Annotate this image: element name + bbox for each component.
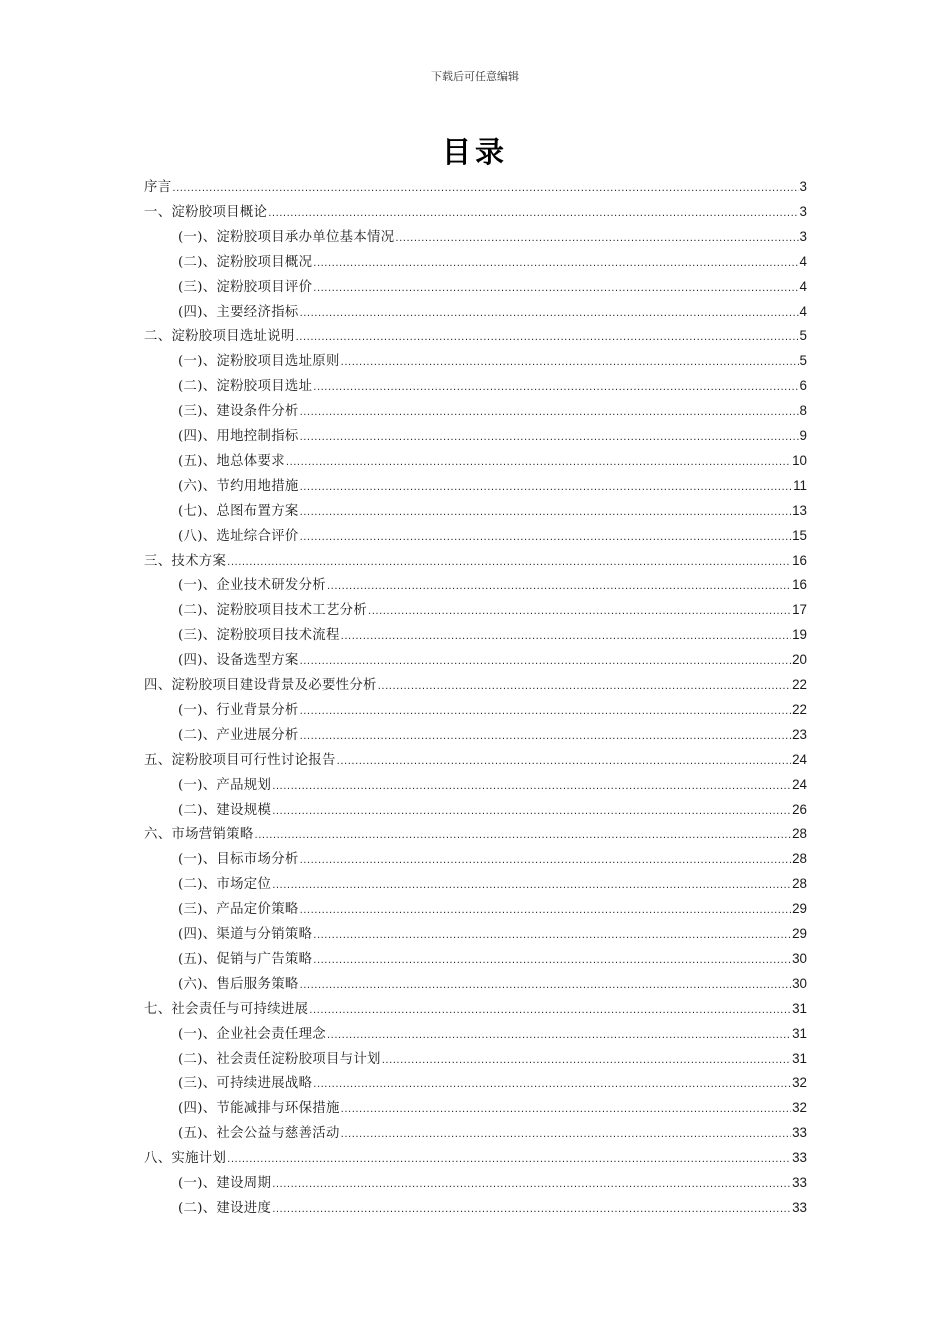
toc-entry-label: (二)、产业进展分析 [178, 727, 299, 743]
toc-dot-leader [327, 574, 791, 599]
toc-page-number: 4 [799, 253, 807, 269]
toc-section-38[interactable] [178, 1120, 807, 1145]
toc-dot-leader [313, 1072, 791, 1097]
header-note: 下载后可任意编辑 [431, 70, 519, 83]
toc-page-number: 19 [792, 627, 807, 643]
toc-page-number: 4 [799, 278, 807, 294]
toc-section-41[interactable] [178, 1195, 807, 1220]
toc-entry-label: 七、社会责任与可持续进展 [144, 1001, 309, 1017]
toc-page-number: 20 [792, 652, 807, 668]
toc-dot-leader [378, 674, 791, 699]
toc-chapter-23[interactable] [144, 747, 807, 772]
toc-entry-label: (一)、企业技术研发分析 [178, 578, 326, 594]
toc-entry-label: (四)、主要经济指标 [178, 304, 299, 320]
toc-section-34[interactable] [178, 1021, 807, 1046]
toc-dot-leader [272, 873, 791, 898]
toc-section-36[interactable] [178, 1070, 807, 1095]
toc-section-27[interactable] [178, 846, 807, 871]
toc-page-number: 28 [792, 876, 807, 892]
toc-chapter-15[interactable] [144, 548, 807, 573]
toc-entry-label: (二)、淀粉胶项目技术工艺分析 [178, 603, 368, 619]
toc-title: 目录 [441, 135, 508, 169]
toc-dot-leader [255, 823, 792, 848]
toc-dot-leader [341, 624, 791, 649]
toc-section-7[interactable] [178, 348, 807, 373]
toc-section-18[interactable] [178, 622, 807, 647]
toc-section-30[interactable] [178, 921, 807, 946]
toc-page-number: 6 [799, 378, 807, 394]
toc-section-25[interactable] [178, 797, 807, 822]
toc-dot-leader [313, 375, 798, 400]
toc-page-number: 30 [792, 950, 807, 966]
toc-dot-leader [272, 799, 791, 824]
toc-entry-label: (二)、社会责任淀粉胶项目与计划 [178, 1051, 381, 1067]
toc-section-21[interactable] [178, 697, 807, 722]
toc-page-number: 13 [792, 502, 807, 518]
toc-entry-label: (三)、建设条件分析 [178, 404, 299, 420]
toc-entry-label: (二)、建设规模 [178, 802, 272, 818]
toc-page-number: 9 [799, 428, 807, 443]
toc-entry-label: (二)、建设进度 [178, 1200, 272, 1216]
toc-chapter-39[interactable] [144, 1145, 807, 1170]
toc-entry-label: (二)、市场定位 [178, 877, 272, 893]
toc-entry-label: (一)、淀粉胶项目选址原则 [178, 354, 340, 370]
toc-dot-leader [300, 724, 792, 749]
toc-section-29[interactable] [178, 896, 807, 921]
toc-dot-leader [272, 1197, 791, 1222]
toc-section-37[interactable] [178, 1095, 807, 1120]
toc-page-number: 26 [792, 801, 807, 817]
toc-dot-leader [300, 649, 792, 674]
toc-dot-leader [341, 1122, 791, 1147]
toc-entry-label: (一)、目标市场分析 [178, 852, 299, 868]
toc-dot-leader [300, 425, 799, 450]
toc-page-number: 11 [793, 477, 807, 493]
toc-section-16[interactable] [178, 572, 807, 597]
toc-dot-leader [296, 325, 799, 350]
toc-entry-label: (一)、企业社会责任理念 [178, 1026, 326, 1042]
toc-entry-label: 四、淀粉胶项目建设背景及必要性分析 [144, 678, 377, 693]
toc-entry-label: (六)、节约用地措施 [178, 478, 299, 494]
toc-section-2[interactable] [178, 224, 807, 249]
toc-section-32[interactable] [178, 971, 807, 996]
toc-dot-leader [300, 973, 792, 998]
toc-section-5[interactable] [178, 299, 807, 324]
toc-entry-label: (四)、节能减排与环保措施 [178, 1101, 340, 1117]
toc-dot-leader [272, 1172, 791, 1197]
toc-entry-label: (一)、淀粉胶项目承办单位基本情况 [178, 229, 395, 245]
toc-entry-label: 二、淀粉胶项目选址说明 [144, 329, 295, 345]
toc-page-number: 15 [792, 527, 807, 543]
toc-page-number: 31 [792, 1050, 807, 1066]
toc-page-number: 3 [799, 228, 807, 244]
toc-dot-leader [227, 1147, 791, 1172]
toc-chapter-0[interactable] [144, 174, 807, 199]
toc-dot-leader [300, 525, 792, 550]
toc-page-number: 16 [792, 552, 807, 568]
toc-entry-label: (三)、淀粉胶项目技术流程 [178, 628, 340, 644]
toc-dot-leader [300, 301, 799, 326]
toc-section-11[interactable] [178, 448, 807, 473]
toc-entry-label: (八)、选址综合评价 [178, 528, 299, 544]
toc-section-3[interactable] [178, 249, 807, 274]
toc-entry-label: (三)、可持续进展战略 [178, 1076, 313, 1092]
toc-entry-label: (二)、淀粉胶项目概况 [178, 254, 313, 270]
toc-entry-label: (六)、售后服务策略 [178, 976, 299, 992]
toc-section-12[interactable] [178, 473, 807, 498]
toc-chapter-33[interactable] [144, 996, 807, 1021]
toc-page-number: 29 [792, 926, 807, 941]
toc-section-35[interactable] [178, 1046, 807, 1071]
toc-page-number: 24 [792, 751, 807, 767]
toc-section-19[interactable] [178, 647, 807, 672]
toc-entry-label: (四)、用地控制指标 [178, 429, 299, 444]
toc-page-number: 22 [792, 677, 807, 692]
toc-entry-label: (一)、行业背景分析 [178, 702, 299, 718]
toc-dot-leader [300, 898, 792, 923]
toc-section-40[interactable] [178, 1170, 807, 1195]
toc-entry-label: (二)、淀粉胶项目选址 [178, 379, 313, 395]
toc-section-17[interactable] [178, 597, 807, 622]
toc-dot-leader [327, 1023, 791, 1048]
toc-page-number: 3 [799, 203, 807, 219]
toc-section-22[interactable] [178, 722, 807, 747]
toc-page-number: 33 [792, 1175, 807, 1190]
toc-chapter-26[interactable] [144, 821, 807, 846]
toc-page-number: 33 [792, 1199, 807, 1215]
toc-chapter-6[interactable] [144, 323, 807, 348]
toc-page-number: 22 [792, 701, 807, 717]
toc-dot-leader [300, 500, 792, 525]
toc-page-number: 32 [792, 1100, 807, 1116]
toc-dot-leader [337, 749, 791, 774]
toc-page-number: 17 [792, 602, 807, 618]
toc-page-number: 5 [799, 328, 807, 344]
toc-dot-leader [227, 550, 791, 575]
toc-page-number: 10 [792, 452, 807, 468]
toc-page-number: 3 [799, 179, 807, 194]
toc-section-4[interactable] [178, 274, 807, 299]
toc-dot-leader [313, 948, 791, 973]
toc-dot-leader [368, 599, 791, 624]
toc-entry-label: (五)、地总体要求 [178, 453, 285, 469]
toc-dot-leader [313, 923, 791, 948]
toc-dot-leader [313, 251, 798, 276]
toc-entry-label: (一)、产品规划 [178, 777, 272, 793]
toc-page-number: 32 [792, 1075, 807, 1091]
toc-section-31[interactable] [178, 946, 807, 971]
toc-entry-label: (三)、产品定价策略 [178, 902, 299, 918]
toc-dot-leader [382, 1048, 791, 1073]
toc-entry-label: 六、市场营销策略 [144, 827, 254, 843]
toc-dot-leader [300, 400, 799, 425]
toc-dot-leader [341, 1097, 791, 1122]
toc-page-number: 31 [792, 1025, 807, 1041]
toc-entry-label: 一、淀粉胶项目概论 [144, 204, 268, 220]
toc-section-13[interactable] [178, 498, 807, 523]
toc-section-9[interactable] [178, 398, 807, 423]
toc-page-number: 23 [792, 726, 807, 742]
toc-entry-label: (四)、设备选型方案 [178, 653, 299, 669]
toc-page-number: 30 [792, 975, 807, 991]
toc-page-number: 16 [792, 577, 807, 593]
toc-dot-leader [300, 475, 793, 500]
toc-dot-leader [313, 276, 798, 301]
toc-page-number: 8 [799, 403, 807, 419]
toc-section-10[interactable] [178, 423, 807, 448]
toc-entry-label: 三、技术方案 [144, 553, 227, 569]
toc-page-number: 28 [792, 851, 807, 867]
toc-page-number: 28 [792, 826, 807, 842]
toc-entry-label: 八、实施计划 [144, 1151, 227, 1167]
toc-page-number: 29 [792, 901, 807, 917]
toc-entry-label: (四)、渠道与分销策略 [178, 927, 313, 942]
toc-chapter-20[interactable] [144, 672, 807, 697]
toc-entry-label: (五)、促销与广告策略 [178, 951, 313, 967]
toc-entry-label: (五)、社会公益与慈善活动 [178, 1126, 340, 1142]
toc-section-24[interactable] [178, 772, 807, 797]
toc-page-number: 24 [792, 776, 807, 792]
toc-dot-leader [309, 998, 791, 1023]
toc-dot-leader [395, 226, 798, 251]
toc-dot-leader [300, 848, 792, 873]
toc-section-28[interactable] [178, 871, 807, 896]
toc-entry-label: (三)、淀粉胶项目评价 [178, 279, 313, 295]
toc-dot-leader [341, 350, 799, 375]
toc-entry-label: 五、淀粉胶项目可行性讨论报告 [144, 752, 336, 768]
toc-section-14[interactable] [178, 523, 807, 548]
toc-page-number: 33 [792, 1125, 807, 1141]
toc-dot-leader [172, 176, 798, 201]
toc-section-8[interactable] [178, 373, 807, 398]
toc-dot-leader [300, 699, 792, 724]
toc-entry-label: 序言 [144, 180, 172, 195]
toc-page-number: 5 [799, 353, 807, 369]
toc-page-number: 4 [799, 303, 807, 319]
toc-page-number: 31 [792, 1000, 807, 1016]
toc-dot-leader [286, 450, 791, 475]
toc-entry-label: (一)、建设周期 [178, 1176, 272, 1191]
toc-chapter-1[interactable] [144, 199, 807, 224]
toc-dot-leader [272, 774, 791, 799]
toc-dot-leader [268, 201, 798, 226]
toc-page-number: 33 [792, 1150, 807, 1166]
toc-entry-label: (七)、总图布置方案 [178, 503, 299, 519]
